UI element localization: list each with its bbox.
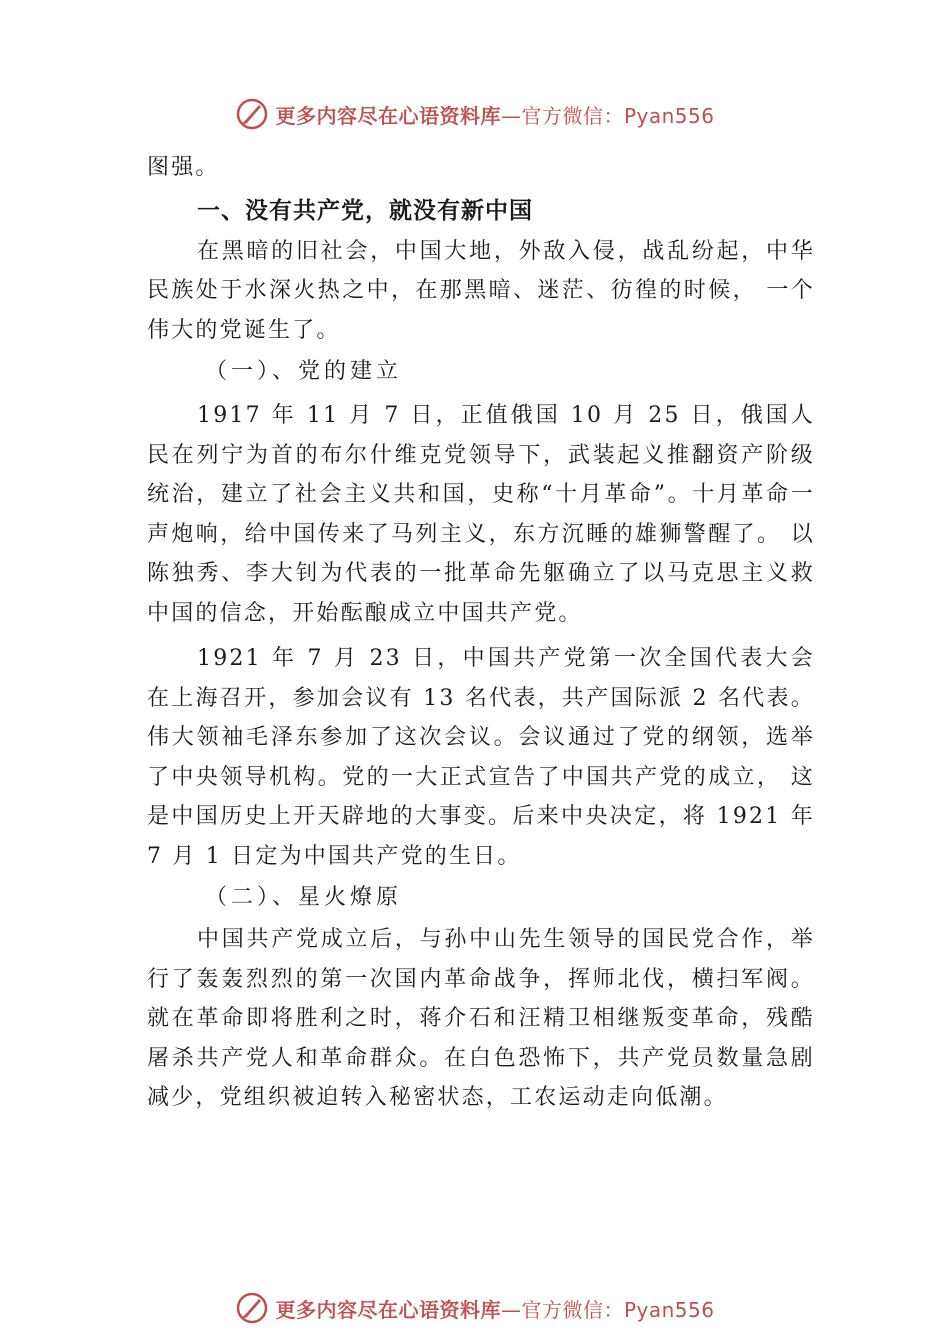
- header-text-wechat: 官方微信：Pyan556: [521, 103, 715, 128]
- header-text: [275, 100, 714, 129]
- continuation-text: 图强。: [147, 155, 220, 180]
- quill-seal-icon: [235, 1291, 269, 1325]
- section-heading: 一、没有共产党，就没有新中国: [197, 197, 533, 224]
- paragraph-first-congress: 1921 年 7 月 23 日，中国共产党第一次全国代表大会在上海召开，参加会议有 13 名代表，共产国际派 2 名代表。伟大领袖毛泽东参加了这次会议。会议通过了党的纲领，选举了中央领导机构。党的一大正式宣告了中国共产党的成立， 这是中国历史上开天辟地的大事变。后来中央决定，将 1921 年 7 月 1 日定为中国共产党的生日。: [147, 646, 815, 869]
- document-body: [147, 148, 815, 1118]
- paragraph-revolution-war: 中国共产党成立后，与孙中山先生领导的国民党合作，举行了轰轰烈烈的第一次国内革命战争，挥师北伐，横扫军阀。就在革命即将胜利之时，蒋介石和汪精卫相继叛变革命，残酷屠杀共产党人和革命群众。在白色恐怖下，共产党员数量急剧减少，党组织被迫转入秘密状态，工农运动走向低潮。: [147, 927, 815, 1110]
- header-banner: [0, 94, 950, 134]
- intro-paragraph: 在黑暗的旧社会，中国大地，外敌入侵，战乱纷起，中华民族处于水深火热之中，在那黑暗、迷茫、彷徨的时候， 一个伟大的党诞生了。: [147, 238, 815, 343]
- footer-text-separator: —: [500, 1297, 522, 1322]
- header-text-main: 更多内容尽在心语资料库: [275, 103, 501, 128]
- paragraph-october-revolution: 1917 年 11 月 7 日，正值俄国 10 月 25 日，俄国人民在列宁为首的布尔什维克党领导下，武装起义推翻资产阶级统治，建立了社会主义共和国，史称“十月革命”。十月革命一声炮响，给中国传来了马列主义，东方沉睡的雄狮警醒了。 以陈独秀、李大钊为代表的一批革命先躯确立了以马克思主义救中国的信念，开始酝酿成立中国共产党。: [147, 403, 815, 626]
- footer-text-wechat: 官方微信：Pyan556: [521, 1297, 715, 1322]
- footer-text-main: 更多内容尽在心语资料库: [275, 1297, 501, 1322]
- header-text-separator: —: [500, 103, 522, 128]
- subsection-heading-2: （二）、星火燎原: [205, 885, 403, 910]
- subsection-heading-1: （一）、党的建立: [205, 359, 403, 384]
- footer-banner: [0, 1288, 950, 1328]
- quill-seal-icon: [235, 97, 269, 131]
- footer-text: [275, 1294, 714, 1323]
